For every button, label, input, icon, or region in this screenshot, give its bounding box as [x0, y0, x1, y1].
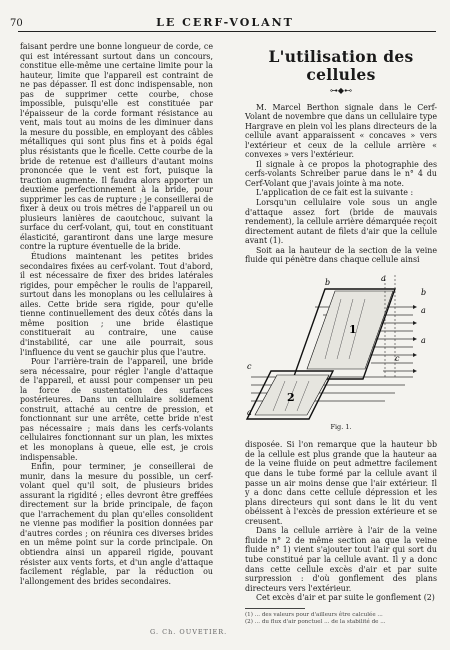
label-a-right: a: [421, 305, 426, 315]
left-paragraph: Pour l'arrière-train de l'appareil, une bride sera nécessaire, pour régler l'angle d'attaque de l'appareil, et aussi pour compenser un peu la force de sustentation des surfaces postérieures. Dans un cellulaire solidement construit, attaché au centre de pression, et fonctionnant sur une arrête, cette bride n'est pas nécessaire ; mais dans les cerfs-volants cellulaires fonctionnant sur un plan, les mixtes et les monoplans à queue, elle est, je crois indispensable.: [20, 357, 213, 462]
page-number: 70: [10, 18, 23, 29]
footnote-divider: [245, 608, 305, 609]
diagram-svg: [245, 269, 437, 421]
title-ornament: ⊶◆⊷: [329, 86, 353, 95]
label-cell-1: 1: [349, 322, 357, 336]
left-column: [20, 42, 213, 586]
figure-caption: Fig. 1.: [330, 422, 352, 431]
left-paragraph: Étudions maintenant les petites brides secondaires fixées au cerf-volant. Tout d'abord, il est nécessaire de fixer des brides latérales rigides, pour empêcher le roulis de l'appareil, surtout dans les monoplans ou les cellulaires à ailes. Cette bride sera rigide, pour qu'elle tienne continuellement des deux côtés dans la même position ; une bride élastique constituerait au contraire, une cause d'instabilité, car une aile pourrait, sous l'influence du vent se gauchir plus que l'autre.: [20, 252, 213, 357]
right-paragraph: Dans la cellule arrière à l'air de la veine fluide n° 2 de même section aa que la veine fluide n° 1) vient s'ajouter tout l'air qui sort du tube constitué par la cellule avant. Il y a donc dans cette cellule excès d'air et par suite surpression : d'où gonflement des plans directeurs vers l'extérieur.: [245, 526, 437, 593]
right-paragraph: Cet excès d'air et par suite le gonflement (2): [256, 593, 435, 603]
arrow-head: [413, 369, 417, 373]
article-title-line: L'utilisation des: [268, 47, 414, 66]
article-title: [245, 48, 437, 84]
left-paragraph: faisant perdre une bonne longueur de corde, ce qui est intéressant surtout dans un concours, constitue elle-même une certaine limite pour la hauteur, limite que l'appareil est contraint de ne pas dépasser. Il est donc indispensable, non pas de supprimer cette courbe, chose impossible, puisqu'elle est constituée par l'épaisseur de la corde formant résistance au vent, mais tout au moins de les diminuer dans la mesure du possible, en employant des câbles métalliques qui sont plus fins et à poids égal plus résistants que le ficelle. Cette courbe de la bride de retenue est d'ailleurs d'autant moins prononcée que le vent est fort, puisque la traction augmente. Il faudra alors apporter un deuxième perfectionnement à la bride, pour supprimer les cas de rupture ; je conseillerai de fixer à deux ou trois mètres de l'appareil un ou plusieurs lanières de caoutchouc, suivant la surface du cerf-volant, qui, tout en constituant élasticité, garantiront dans une large mesure contre la rupture éventuelle de la bride.: [20, 42, 213, 252]
arrow-head: [413, 337, 417, 341]
right-paragraph: L'application de ce fait est la suivante :: [256, 188, 414, 198]
arrow-head: [413, 353, 417, 357]
right-paragraph: disposée. Si l'on remarque que la hauteur bb de la cellule est plus grande que la hauteur aa de la veine fluide on peut admettre facilement que dans le tube formé par la cellule avant il passe un air moins dense que l'air extérieur. Il y a donc dans cette cellule dépression et les plans directeurs qui sont dans le lit du vent obéissent à l'excès de pression extérieure et se creusent.: [245, 440, 437, 526]
footnote: (1) ... des valeurs pour d'ailleurs être calculée ...: [245, 611, 383, 618]
label-b-top: b: [325, 277, 331, 287]
label-a-left: a: [247, 407, 252, 417]
right-paragraph: Lorsqu'un cellulaire vole sous un angle d'attaque assez fort (bride de mauvais rendement), la cellule arrière démarquée reçoit directement autant de filets d'air que la cellule avant (1).: [245, 198, 437, 246]
arrow-head: [413, 321, 417, 325]
cellular-kite-diagram: [245, 269, 437, 421]
right-column: [245, 42, 437, 626]
right-paragraph: Il signale à ce propos la photographie des cerfs-volants Schreiber parue dans le n° 4 du Cerf-Volant que j'avais jointe à ma note.: [245, 159, 437, 188]
left-paragraph: Enfin, pour terminer, je conseillerai de munir, dans la mesure du possible, un cerf-volant quel qu'il soit, de plusieurs brides assurant la rigidité ; elles devront être greffées directement sur la bride principale, de façon que l'arrachement du plan qu'elles consolident ne vienne pas modifier la position données par d'autres cordes ; on réunira ces diverses brides en un même point sur la corde principale. On obtiendra ainsi un appareil rigide, pouvant résister aux vents forts, et d'un angle d'attaque facilement réglable, par la réduction ou l'allongement des brides secondaires.: [20, 462, 213, 586]
page-footer-signature: G. Ch. OUVETIER.: [150, 628, 228, 636]
label-a-top: a: [381, 273, 386, 283]
right-paragraph: M. Marcel Berthon signale dans le Cerf-Volant de novembre que dans un cellulaire type Hargrave en plein vol les plans directeurs de la cellule avant apparaissent « concaves » vers l'extérieur et ceux de la cellule arrière « convexes » vers l'extérieur.: [245, 102, 437, 160]
airflow-arrows: [413, 305, 417, 373]
arrow-head: [413, 305, 417, 309]
footnote: (2) ... du flux d'air ponctuel ... de la stabilité de ...: [245, 618, 386, 625]
label-cell-2: 2: [287, 390, 295, 404]
right-paragraph: Soit aa la hauteur de la section de la veine fluide qui pénètre dans chaque cellule ainsi: [245, 245, 437, 265]
article-title-line: cellules: [306, 65, 376, 84]
label-c-mid: c: [395, 353, 400, 363]
label-b-right: b: [421, 287, 427, 297]
journal-title: LE CERF-VOLANT: [156, 16, 294, 29]
header-divider: [18, 31, 436, 32]
label-a-right-2: a: [421, 335, 426, 345]
label-c-left: c: [247, 361, 252, 371]
